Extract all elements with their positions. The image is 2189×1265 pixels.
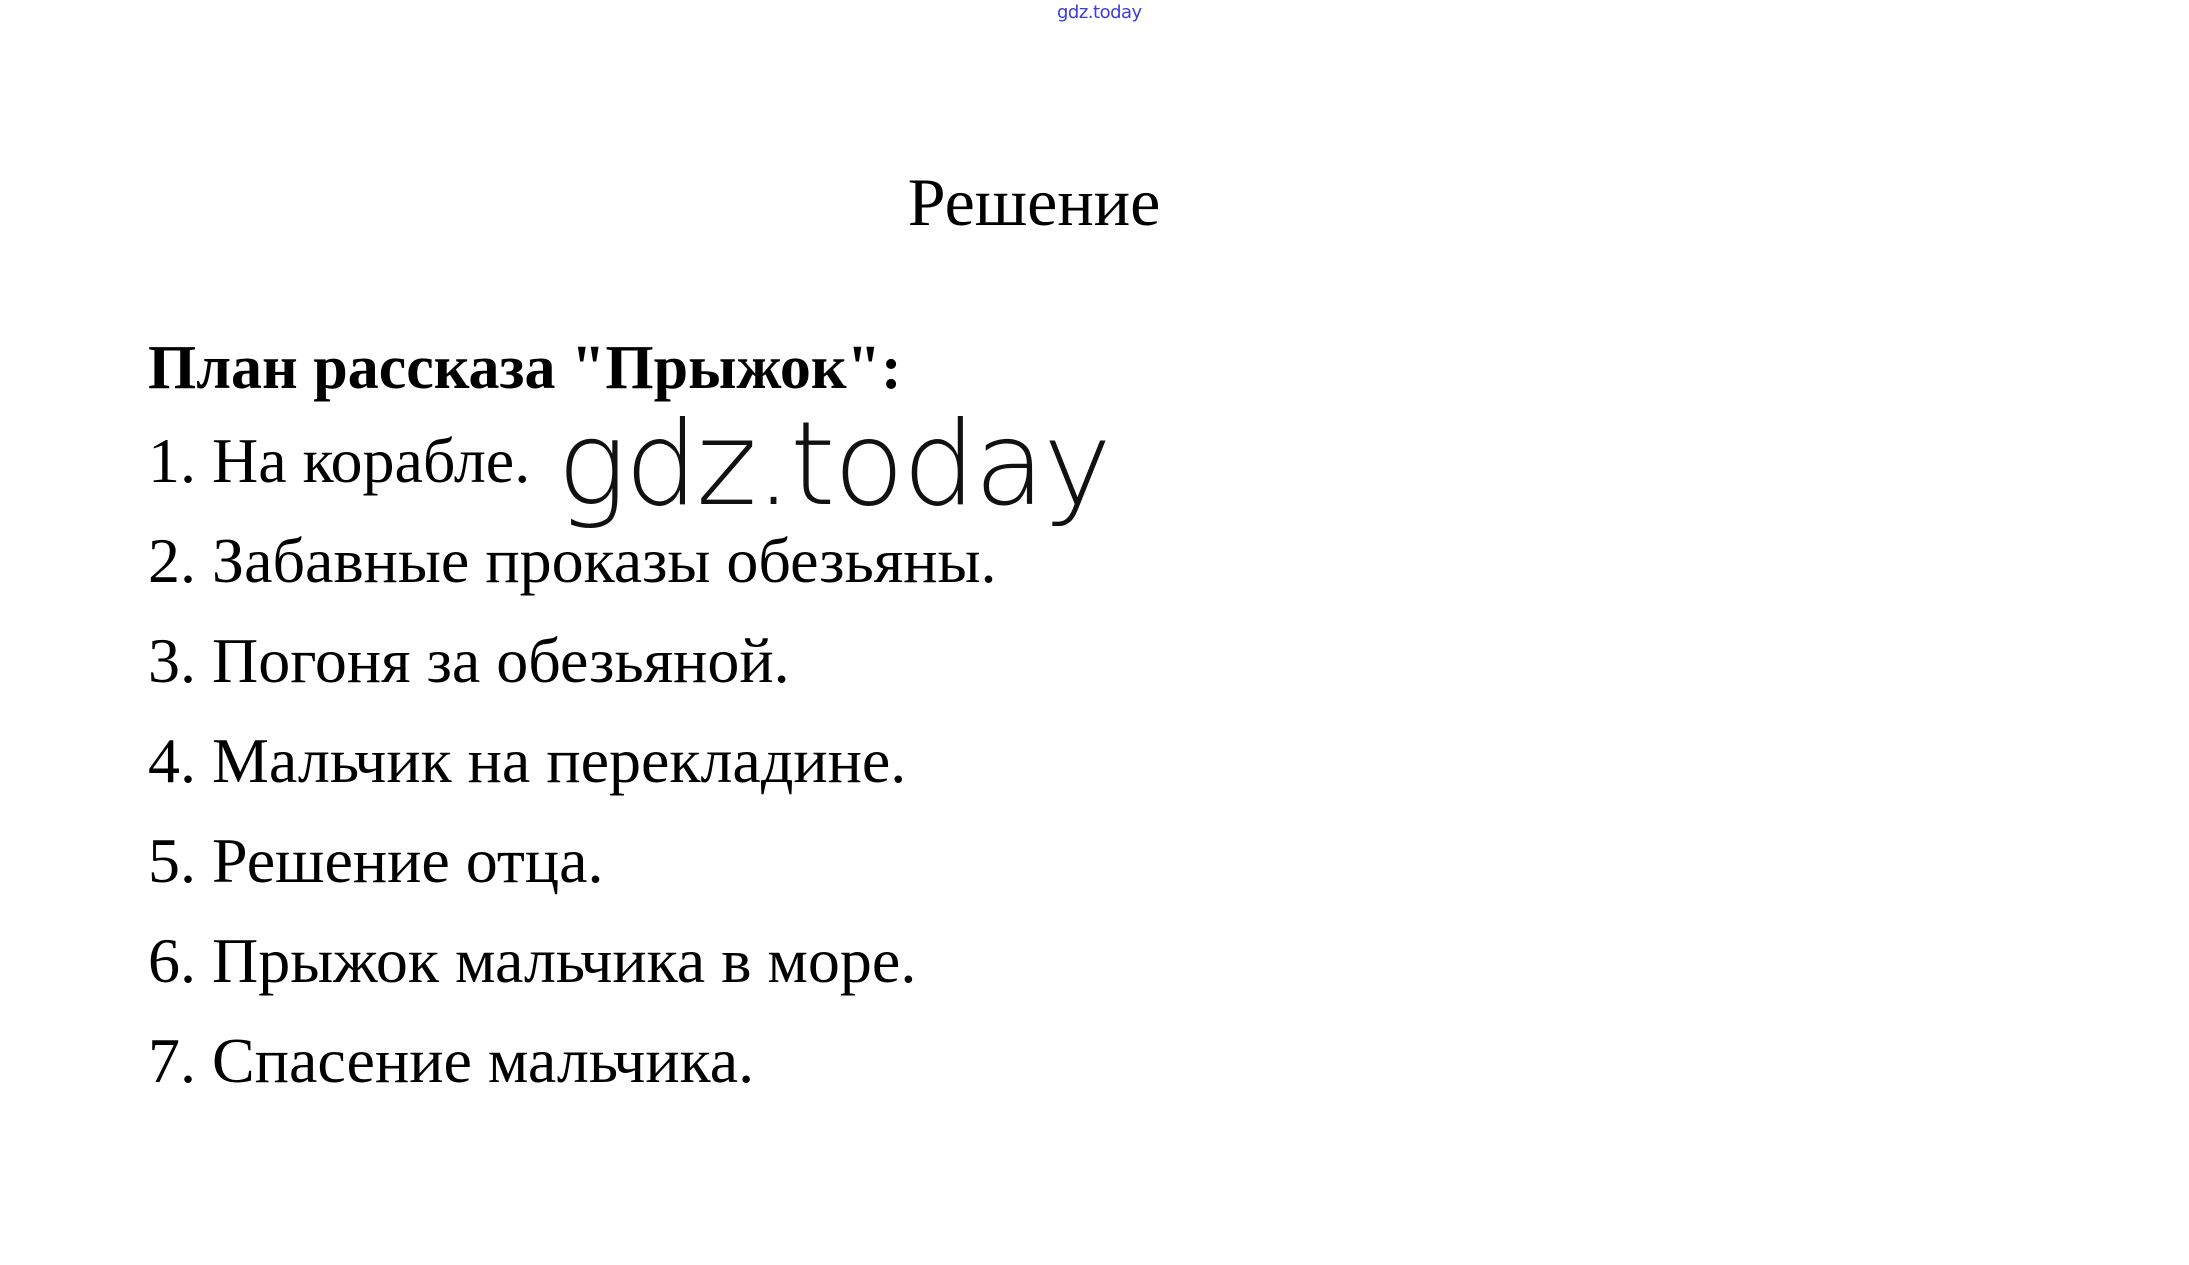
plan-item-3: 3. Погоня за обезьяной. [148,625,790,696]
plan-item-2: 2. Забавные проказы обезьяны. [148,525,997,596]
plan-item-6: 6. Прыжок мальчика в море. [148,925,917,996]
plan-list [148,397,1110,1129]
plan-item-7: 7. Спасение мальчика. [148,1025,755,1096]
plan-item-text: 1. На корабле. [148,425,531,496]
watermark-inline: gdz.today [557,397,1110,532]
plan-item-5: 5. Решение отца. [148,825,604,896]
watermark-top: gdz.today [1057,2,1142,23]
plan-heading: План рассказа "Прыжок": [148,334,902,402]
plan-item-4: 4. Мальчик на перекладине. [148,725,907,796]
plan-item-1 [148,397,1110,532]
page-title: Решение [907,164,1161,240]
plan-section [148,334,1110,1129]
